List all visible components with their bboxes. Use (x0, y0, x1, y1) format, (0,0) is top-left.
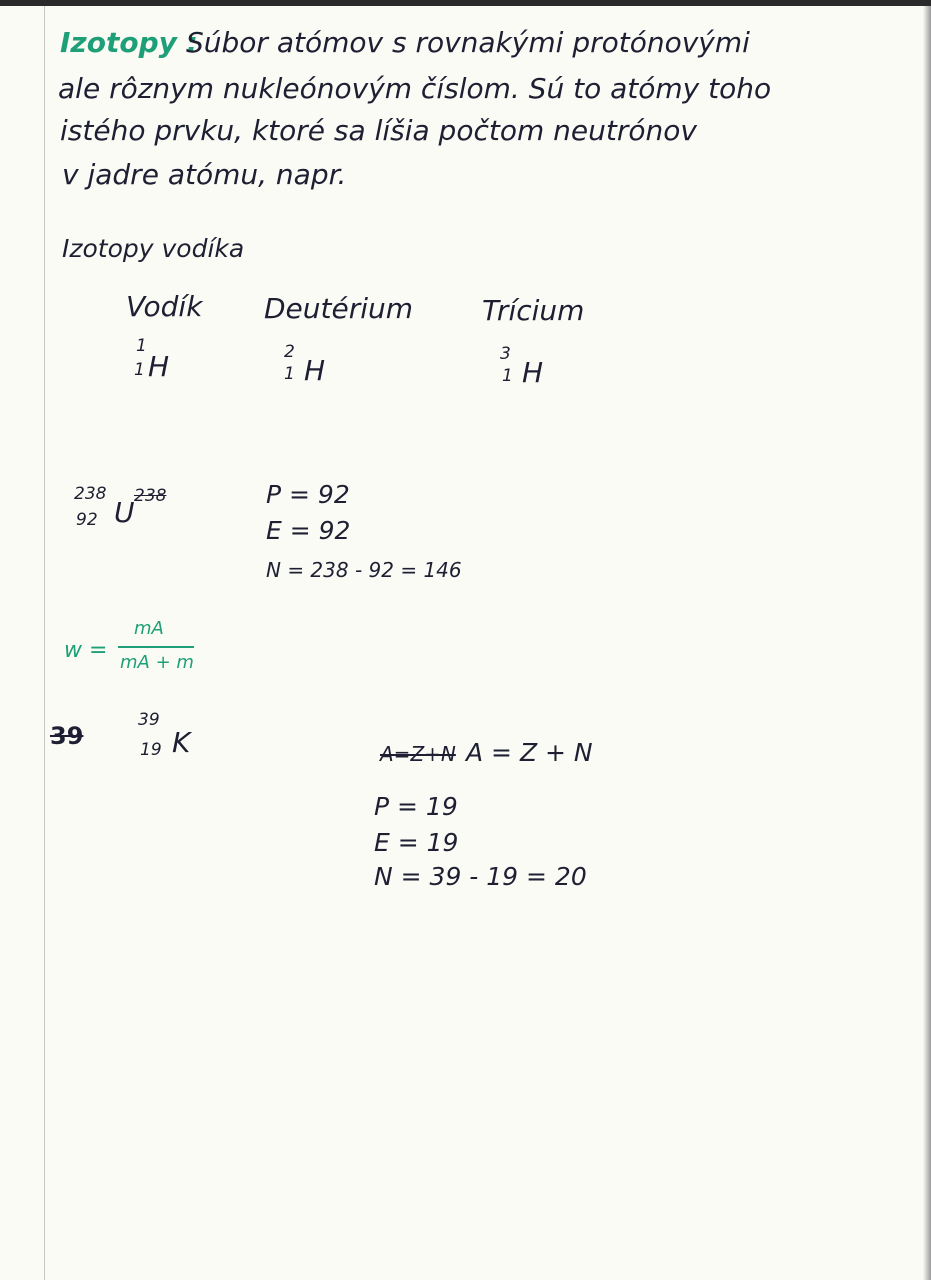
isotope-name-tritium: Trícium (482, 294, 585, 327)
fraction-bar (118, 646, 194, 648)
crossed-out-mass: 238 (134, 486, 167, 506)
notation-potassium (136, 710, 216, 770)
element-symbol: H (148, 350, 170, 383)
margin-line (44, 6, 45, 1280)
mass-fraction-formula (64, 618, 214, 688)
uranium-protons: P = 92 (266, 480, 350, 509)
mass-number: 39 (138, 710, 160, 730)
notation-deuterium (280, 342, 340, 392)
mass-number: 1 (136, 336, 147, 356)
uranium-neutrons: N = 238 - 92 = 146 (266, 558, 462, 582)
element-symbol: U (114, 496, 135, 529)
definition-term: Izotopy : (60, 26, 198, 59)
definition-line-4: v jadre atómu, napr. (62, 158, 347, 191)
mass-number: 3 (500, 344, 511, 364)
formula-denominator: mA + m (120, 652, 194, 673)
notebook-page (0, 6, 931, 1280)
notation-tritium (498, 344, 558, 394)
isotope-name-deuterium: Deutérium (264, 292, 414, 325)
definition-line-3: istého prvku, ktoré sa líšia počtom neutrónov (60, 114, 697, 147)
atomic-number: 1 (502, 366, 513, 386)
potassium-electrons: E = 19 (374, 828, 459, 857)
formula-lhs: w = (64, 638, 108, 663)
page-edge-shadow (923, 6, 931, 1280)
mass-number: 2 (284, 342, 295, 362)
element-symbol: H (304, 354, 326, 387)
definition-line-2: ale rôznym nukleónovým číslom. Sú to atómy toho (58, 72, 772, 105)
hydrogen-heading: Izotopy vodíka (62, 234, 245, 263)
atomic-number: 1 (284, 364, 295, 384)
element-symbol: H (522, 356, 544, 389)
crossed-out-relation: A=Z+N (380, 742, 456, 766)
margin-scribble: 39 (50, 722, 84, 750)
definition-line-1: Súbor atómov s rovnakými protónovými (186, 26, 750, 59)
formula-numerator: mA (134, 618, 164, 639)
mass-number-relation: A = Z + N (466, 738, 593, 767)
isotope-name-protium: Vodík (126, 290, 203, 323)
uranium-electrons: E = 92 (266, 516, 351, 545)
potassium-neutrons: N = 39 - 19 = 20 (374, 862, 587, 891)
atomic-number: 1 (134, 360, 145, 380)
atomic-number: 92 (76, 510, 98, 530)
notation-protium (130, 336, 190, 386)
mass-number: 238 (74, 484, 107, 504)
potassium-protons: P = 19 (374, 792, 458, 821)
atomic-number: 19 (140, 740, 162, 760)
notation-uranium (74, 484, 184, 544)
element-symbol: K (172, 726, 191, 759)
